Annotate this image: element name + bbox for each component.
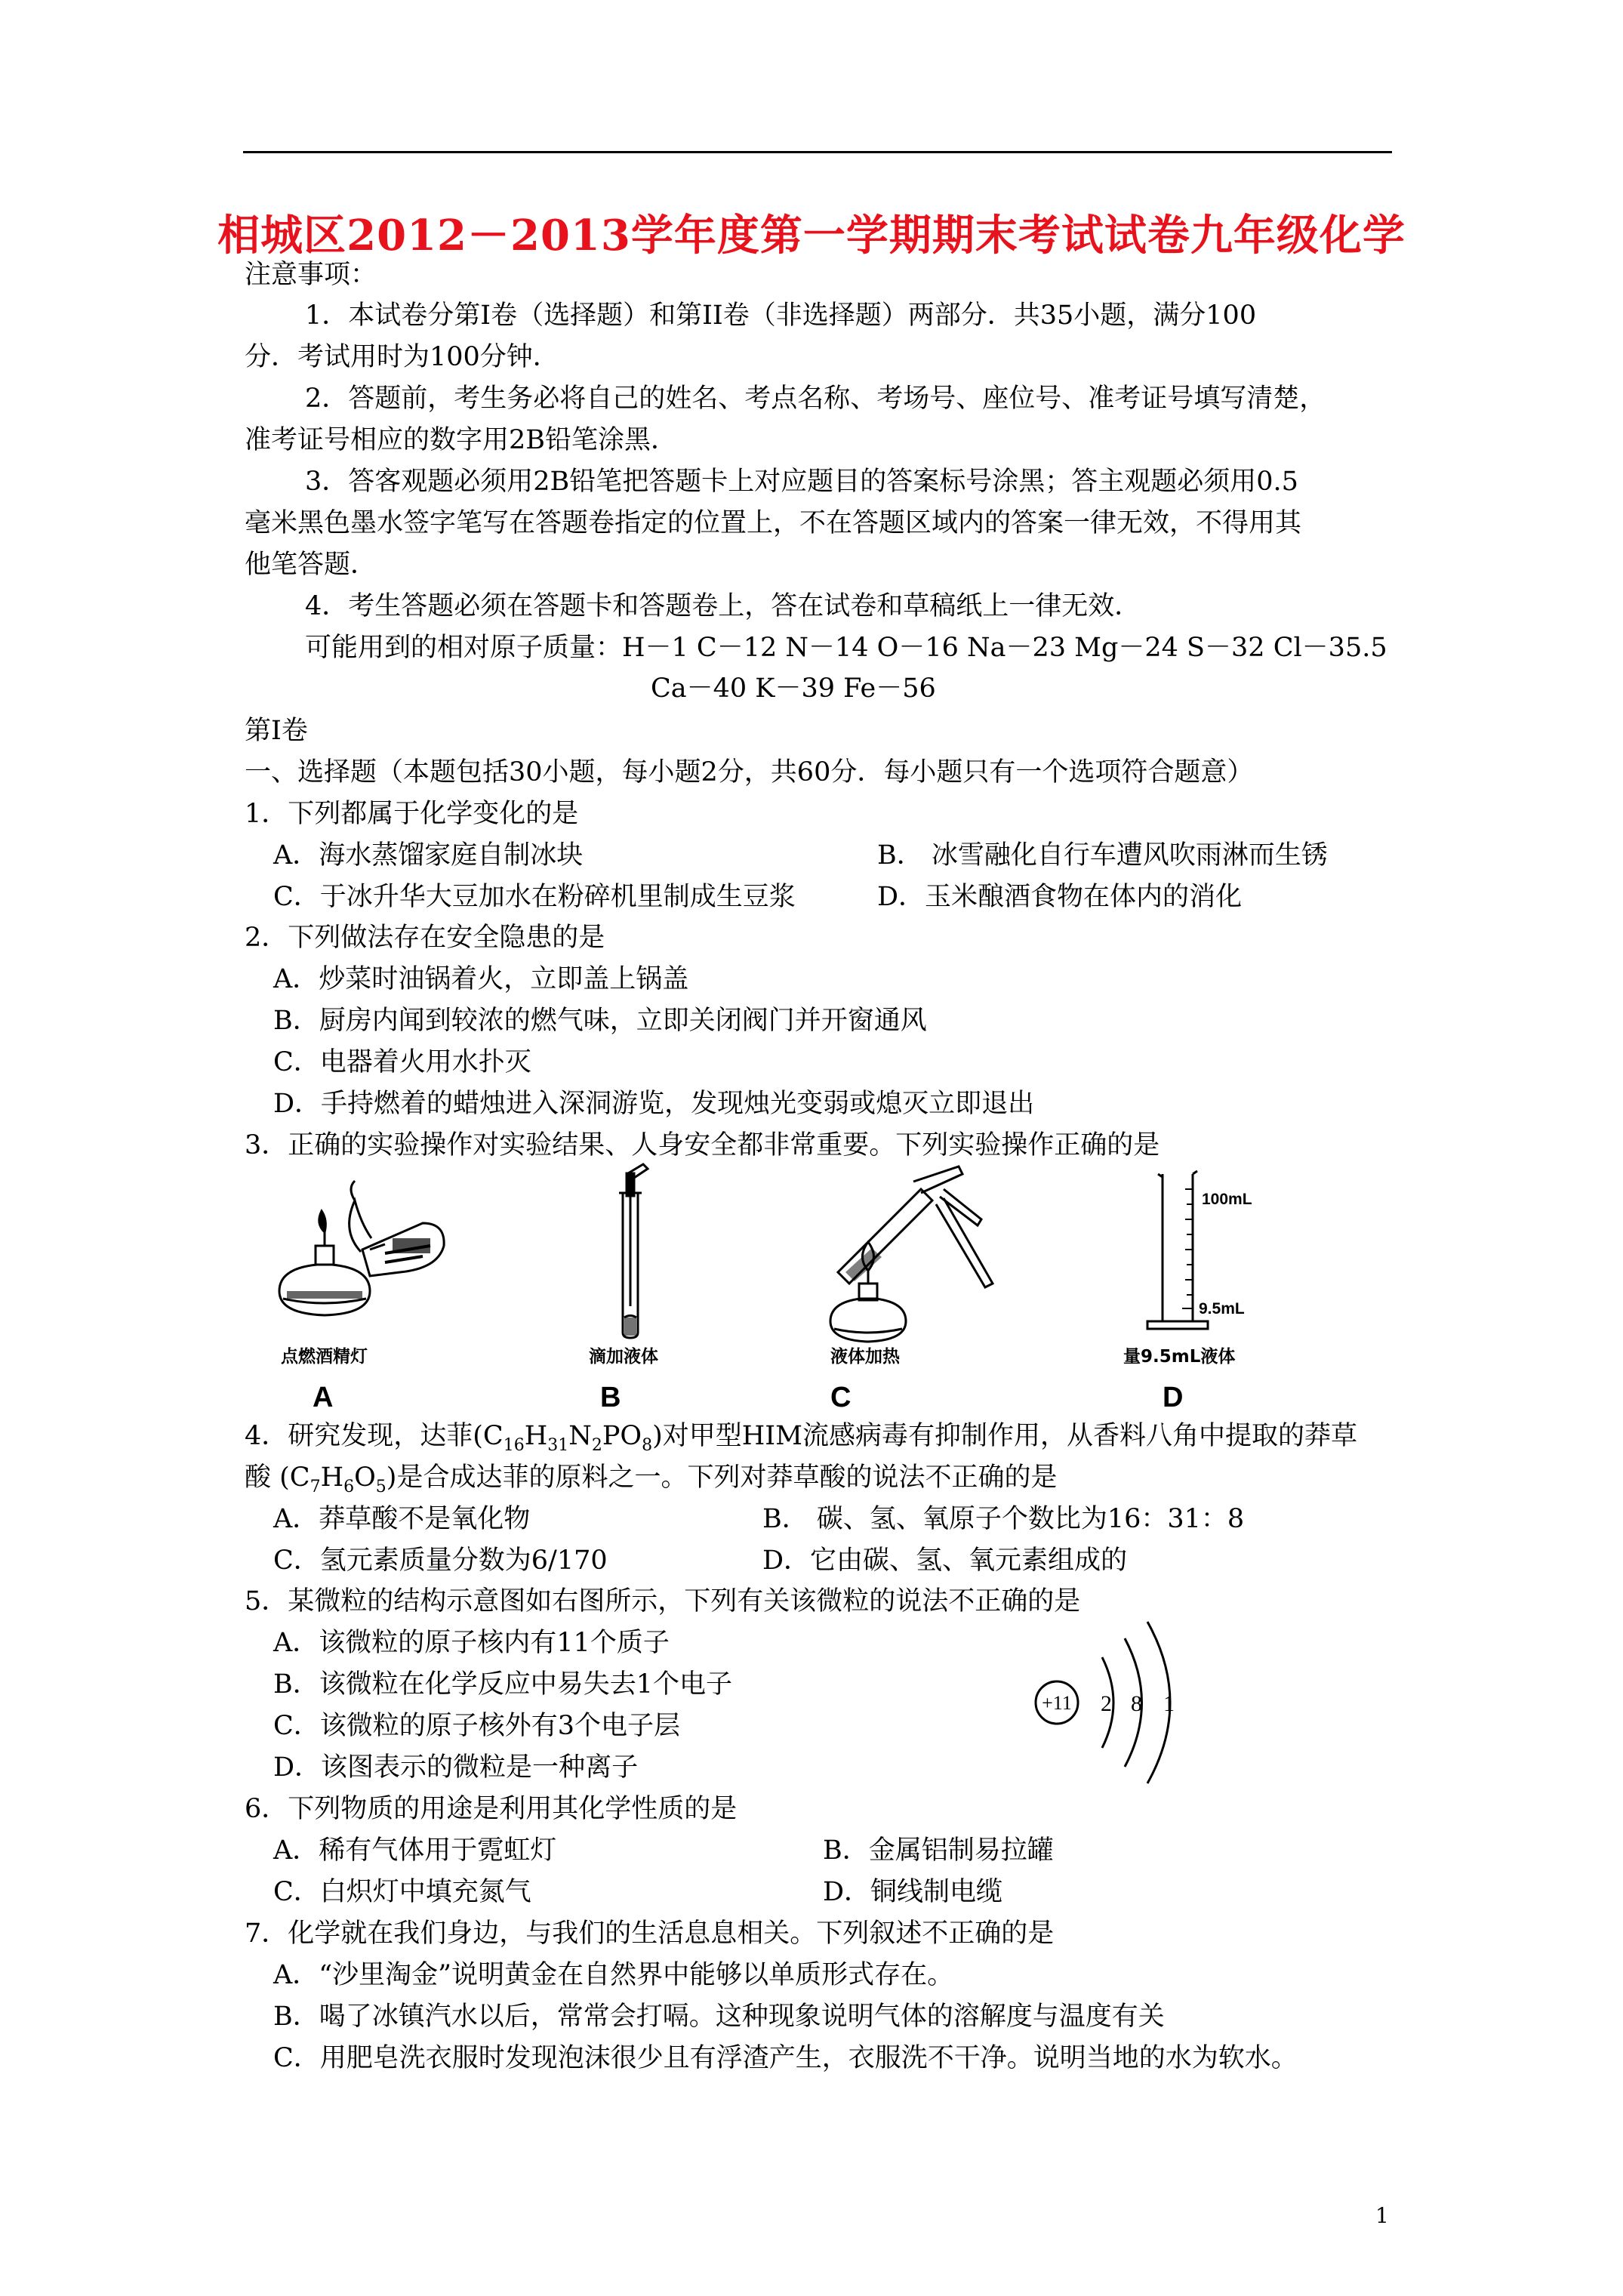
option: C．用肥皂洗衣服时发现泡沫很少且有浮渣产生，衣服洗不干净。说明当地的水为软水。	[273, 2043, 1298, 2073]
notice-item: 4．考生答题必须在答题卡和答题卷上，答在试卷和草稿纸上一律无效．	[305, 591, 1141, 621]
option: C．于冰升华大豆加水在粉碎机里制成生豆浆	[273, 882, 796, 912]
question-stem: 1．下列都属于化学变化的是	[245, 799, 579, 829]
notice-item: 准考证号相应的数字用2B铅笔涂黑．	[245, 425, 677, 455]
figure-caption: 液体加热	[830, 1347, 900, 1367]
figure-letter: B	[600, 1382, 621, 1413]
atomic-mass-line: 可能用到的相对原子质量：H－1 C－12 N－14 O－16 Na－23 Mg－24 S－32 Cl－35.5	[305, 633, 1387, 663]
question-stem: 6．下列物质的用途是利用其化学性质的是	[245, 1794, 738, 1824]
option: C．白炽灯中填充氮气	[273, 1877, 531, 1907]
heating-liquid-figure	[815, 1159, 1004, 1348]
page-number: 1	[1375, 2203, 1389, 2228]
question-stem-cont: 酸 $(C_7H_6O_5)$是合成达菲的原料之一。下列对莽草酸的说法不正确的是	[245, 1462, 1058, 1496]
graduated-cylinder-figure	[1132, 1166, 1283, 1340]
option: A．该微粒的原子核内有11个质子	[273, 1628, 670, 1658]
figure-letter: A	[313, 1382, 334, 1413]
atom-structure-diagram	[1027, 1616, 1193, 1789]
section-heading: 一、选择题（本题包括30小题，每小题2分，共60分．每小题只有一个选项符合题意）	[245, 757, 1254, 787]
notice-item: 他笔答题．	[245, 550, 377, 580]
page-title: 相城区2012－2013学年度第一学期期末考试试卷九年级化学	[217, 211, 1406, 260]
option: B．喝了冰镇汽水以后，常常会打嗝。这种现象说明气体的溶解度与温度有关	[273, 2002, 1165, 2032]
question-stem: 7．化学就在我们身边，与我们的生活息息相关。下列叙述不正确的是	[245, 1918, 1055, 1949]
nucleus-charge: +11	[1042, 1692, 1072, 1714]
option: C．电器着火用水扑灭	[273, 1047, 531, 1077]
volume-heading: 第Ⅰ卷	[245, 716, 308, 746]
option: D．铜线制电缆	[823, 1877, 1003, 1907]
option: D．手持燃着的蜡烛进入深洞游览，发现烛光变弱或熄灭立即退出	[273, 1089, 1035, 1119]
option: C．该微粒的原子核外有3个电子层	[273, 1711, 681, 1741]
header-rule	[243, 151, 1392, 153]
notice-item: 毫米黑色墨水签字笔写在答题卷指定的位置上，不在答题区域内的答案一律无效，不得用其	[245, 508, 1302, 538]
shell-electrons: 2	[1101, 1691, 1112, 1716]
option: B．该微粒在化学反应中易失去1个电子	[273, 1669, 732, 1700]
figure-letter: C	[830, 1382, 852, 1413]
cylinder-top-label: 100mL	[1202, 1191, 1252, 1208]
shell-electrons: 1	[1163, 1691, 1175, 1716]
cylinder-mark-label: 9.5mL	[1199, 1300, 1245, 1318]
option: A．稀有气体用于霓虹灯	[273, 1835, 557, 1866]
option: B．金属铝制易拉罐	[823, 1835, 1054, 1866]
option: B．厨房内闻到较浓的燃气味，立即关闭阀门并开窗通风	[273, 1006, 927, 1036]
atomic-mass-line: Ca－40 K－39 Fe－56	[651, 673, 936, 704]
option: D．玉米酿酒食物在体内的消化	[877, 882, 1243, 912]
option: B． 碳、氢、氧原子个数比为16：31：8	[762, 1504, 1245, 1534]
question-stem: 2．下列做法存在安全隐患的是	[245, 923, 605, 953]
option: B． 冰雪融化自行车遭风吹雨淋而生锈	[877, 840, 1328, 871]
option: D．该图表示的微粒是一种离子	[273, 1752, 639, 1783]
figure-caption: 滴加液体	[589, 1347, 658, 1367]
notice-item: 分．考试用时为100分钟．	[245, 342, 559, 372]
notice-item: 2．答题前，考生务必将自己的姓名、考点名称、考场号、座位号、准考证号填写清楚，	[305, 384, 1326, 414]
notice-item: 1．本试卷分第Ⅰ卷（选择题）和第II卷（非选择题）两部分．共35小题，满分100	[305, 300, 1257, 331]
option: A．莽草酸不是氧化物	[273, 1504, 531, 1534]
alcohol-lamp-figure	[272, 1178, 453, 1336]
dropper-test-tube-figure	[596, 1163, 664, 1340]
question-stem: 5．某微粒的结构示意图如右图所示，下列有关该微粒的说法不正确的是	[245, 1586, 1081, 1616]
notice-item: 3．答客观题必须用2B铅笔把答题卡上对应题目的答案标号涂黑；答主观题必须用0.5	[305, 467, 1298, 497]
shell-electrons: 8	[1131, 1691, 1142, 1716]
question-stem: 4．研究发现，达菲$(C_{16}H_{31}N_2PO_8)$对甲型HIM流感病毒有抑制作用，从香料八角中提取的莽草	[245, 1421, 1357, 1455]
option: A．“沙里淘金”说明黄金在自然界中能够以单质形式存在。	[273, 1960, 954, 1990]
notice-heading: 注意事项：	[245, 260, 377, 290]
figure-caption: 量9.5mL液体	[1123, 1347, 1236, 1367]
option: A．炒菜时油锅着火，立即盖上锅盖	[273, 964, 689, 994]
option: C．氢元素质量分数为6/170	[273, 1546, 608, 1576]
figure-letter: D	[1163, 1382, 1184, 1413]
option: D．它由碳、氢、氧元素组成的	[762, 1546, 1128, 1576]
option: A．海水蒸馏家庭自制冰块	[273, 840, 584, 871]
question-stem: 3．正确的实验操作对实验结果、人身安全都非常重要。下列实验操作正确的是	[245, 1130, 1160, 1160]
figure-caption: 点燃酒精灯	[281, 1347, 368, 1367]
